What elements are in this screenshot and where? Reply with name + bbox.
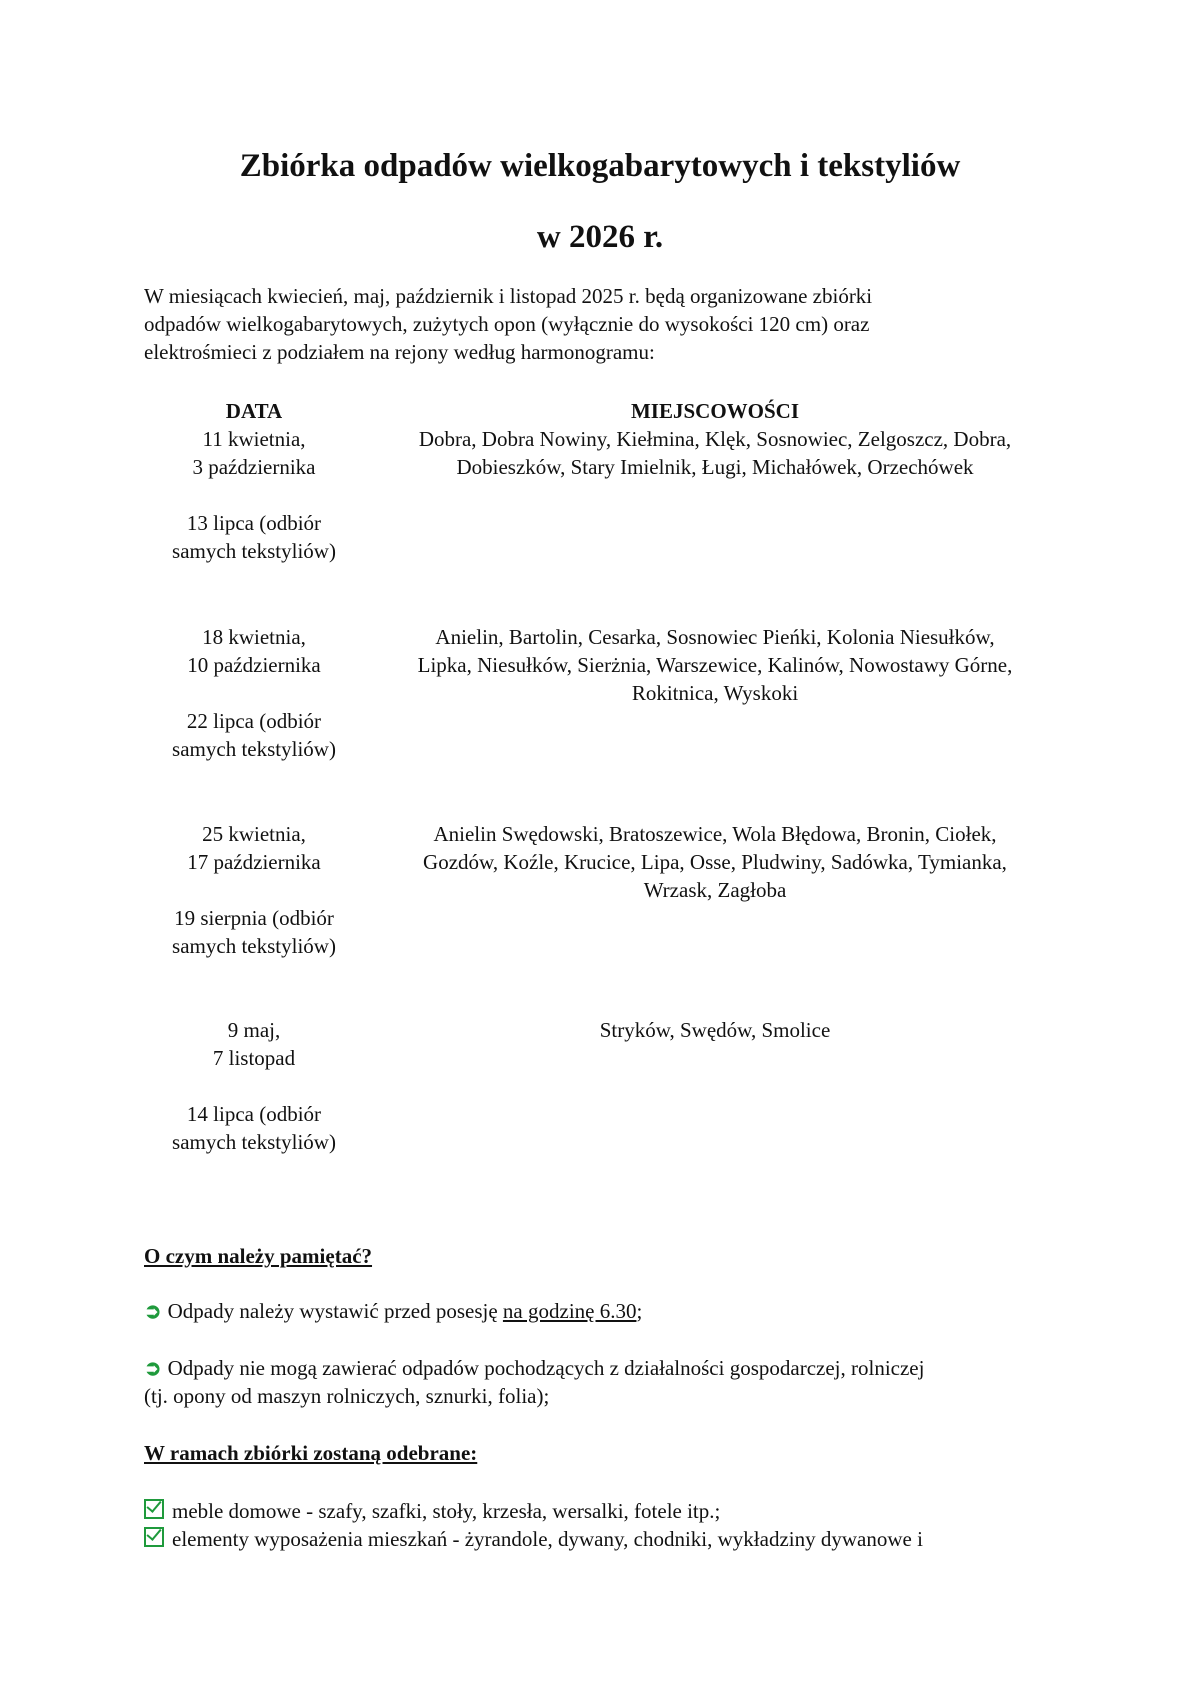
intro-line: odpadów wielkogabarytowych, zużytych opon (wyłącznie do wysokości 120 cm) oraz [144, 312, 870, 336]
schedule-row-places [364, 425, 1066, 481]
schedule-row-places [364, 820, 1066, 904]
arrow-bullet-icon: ➲ [144, 1299, 162, 1323]
textile-date: samych tekstyliów) [172, 737, 336, 761]
textile-date: 14 lipca (odbiór [186, 1102, 322, 1126]
places-line: Rokitnica, Wyskoki [631, 681, 799, 705]
date-column-header: DATA [225, 399, 283, 423]
textile-date: 19 sierpnia (odbiór [174, 906, 334, 930]
date: 11 kwietnia, [202, 427, 306, 451]
places-line: Dobra, Dobra Nowiny, Kiełmina, Klęk, Sosnowiec, Zelgoszcz, Dobra, [418, 427, 1012, 451]
collected-item-text: elementy wyposażenia mieszkań - żyrandole, dywany, chodniki, wykładziny dywanowe i [172, 1527, 923, 1551]
places-line: Stryków, Swędów, Smolice [599, 1018, 831, 1042]
remember-item-text: Odpady należy wystawić przed posesję [167, 1299, 503, 1323]
textile-date: samych tekstyliów) [172, 539, 336, 563]
schedule-row-dates [140, 820, 368, 960]
places-line: Lipka, Niesułków, Sierżnia, Warszewice, Kalinów, Nowostawy Górne, [417, 653, 1013, 677]
collected-item-text: meble domowe - szafy, szafki, stoły, krzesła, wersalki, fotele itp.; [172, 1499, 721, 1523]
places-line: Anielin, Bartolin, Cesarka, Sosnowiec Pieńki, Kolonia Niesułków, [435, 625, 995, 649]
title-line-1: Zbiórka odpadów wielkogabarytowych i tekstyliów [239, 148, 961, 184]
intro-paragraph [144, 282, 1024, 366]
textile-date: samych tekstyliów) [172, 934, 336, 958]
collected-list [144, 1497, 1064, 1553]
places-column-header: MIEJSCOWOŚCI [630, 399, 800, 423]
schedule-row-dates [140, 1016, 368, 1156]
title-line-2: w 2026 r. [536, 219, 664, 255]
remember-item-text: (tj. opony od maszyn rolniczych, sznurki, folia); [144, 1384, 550, 1408]
remember-item-time: na godzinę 6.30 [502, 1299, 637, 1323]
textile-date: 22 lipca (odbiór [186, 709, 322, 733]
remember-item-text: Odpady nie mogą zawierać odpadów pochodzących z działalności gospodarczej, rolniczej [167, 1356, 925, 1380]
remember-item [144, 1297, 1064, 1325]
schedule-row-dates [140, 623, 368, 763]
places-line: Dobieszków, Stary Imielnik, Ługi, Michałówek, Orzechówek [456, 455, 974, 479]
places-line: Anielin Swędowski, Bratoszewice, Wola Błędowa, Bronin, Ciołek, [433, 822, 997, 846]
places-line: Wrzask, Zagłoba [643, 878, 787, 902]
date: 25 kwietnia, [202, 822, 306, 846]
schedule-row-places [364, 623, 1066, 707]
textile-date: 13 lipca (odbiór [186, 511, 322, 535]
collected-item [144, 1525, 1064, 1553]
schedule-row-dates [140, 425, 368, 565]
collected-item [144, 1497, 1064, 1525]
intro-line: W miesiącach kwiecień, maj, październik i listopad 2025 r. będą organizowane zbiórki [144, 284, 873, 308]
schedule-row-places [364, 1016, 1066, 1044]
date: 3 października [192, 455, 316, 479]
checkbox-checked-icon [144, 1499, 164, 1519]
checkbox-checked-icon [144, 1527, 164, 1547]
arrow-bullet-icon: ➲ [144, 1356, 162, 1380]
remember-item [144, 1354, 1064, 1410]
date: 18 kwietnia, [202, 625, 306, 649]
collected-heading: W ramach zbiórki zostaną odebrane: [144, 1441, 478, 1465]
remember-item-text: ; [636, 1299, 643, 1323]
date: 9 maj, [227, 1018, 281, 1042]
date: 7 listopad [212, 1046, 296, 1070]
intro-line: elektrośmieci z podziałem na rejony według harmonogramu: [144, 340, 655, 364]
places-line: Gozdów, Koźle, Krucice, Lipa, Osse, Pludwiny, Sadówka, Tymianka, [423, 850, 1007, 874]
date: 10 października [187, 653, 321, 677]
textile-date: samych tekstyliów) [172, 1130, 336, 1154]
date: 17 października [187, 850, 321, 874]
remember-heading: O czym należy pamiętać? [144, 1244, 373, 1268]
